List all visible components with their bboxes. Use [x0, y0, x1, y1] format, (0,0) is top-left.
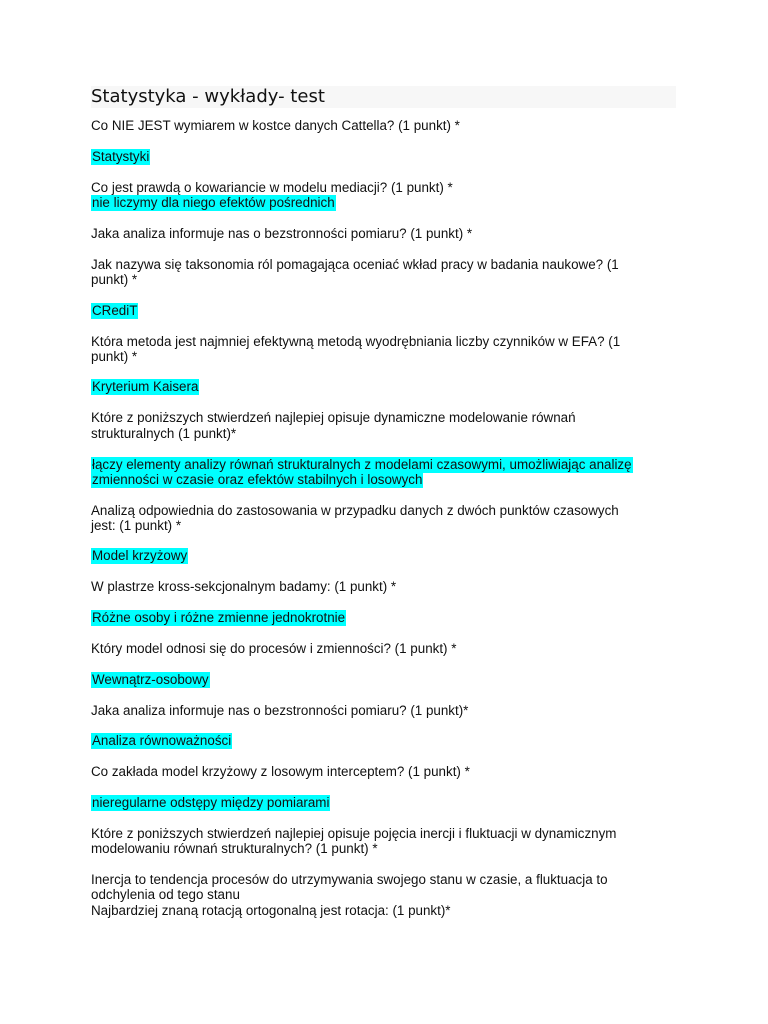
answer-line [91, 303, 138, 319]
question-text: Która metoda jest najmniej efektywną metodą wyodrębniania liczby czynników w EFA? (1 [91, 334, 621, 349]
question-text: Który model odnosi się do procesów i zmienności? (1 punkt) * [91, 641, 457, 656]
answer-line [91, 795, 330, 811]
question-text: Analizą odpowiednia do zastosowania w przypadku danych z dwóch punktów czasowych [91, 503, 619, 518]
highlighted-answer: Analiza równoważności [92, 733, 232, 748]
question-text: Co jest prawdą o kowariancie w modelu mediacji? (1 punkt) * [91, 180, 453, 195]
answer-text: odchylenia od tego stanu [91, 887, 240, 902]
question-text: jest: (1 punkt) * [91, 518, 182, 533]
highlighted-answer: zmienności w czasie oraz efektów stabilnych i losowych [92, 472, 423, 487]
highlighted-answer: CRediT [92, 303, 138, 318]
answer-line [91, 610, 346, 626]
answer-line [91, 672, 210, 688]
highlighted-answer: Kryterium Kaisera [92, 379, 199, 394]
highlighted-answer: Model krzyżowy [92, 548, 188, 563]
highlighted-answer: Statystyki [92, 149, 150, 164]
answer-line [91, 733, 232, 749]
question-text: Najbardziej znaną rotacją ortogonalną jest rotacja: (1 punkt)* [91, 903, 451, 918]
question-text: punkt) * [91, 349, 138, 364]
highlighted-answer: łączy elementy analizy równań strukturalnych z modelami czasowymi, umożliwiając analizę [92, 457, 632, 472]
answer-line [91, 379, 199, 395]
question-text: Co NIE JEST wymiarem w kostce danych Cattella? (1 punkt) * [91, 118, 460, 133]
question-text: strukturalnych (1 punkt)* [91, 426, 237, 441]
answer-line [91, 149, 150, 165]
question-text: Jaka analiza informuje nas o bezstronności pomiaru? (1 punkt) * [91, 226, 473, 241]
answer-line [91, 457, 633, 473]
question-text: W plastrze kross-sekcjonalnym badamy: (1 punkt) * [91, 579, 397, 594]
question-text: Jak nazywa się taksonomia ról pomagająca oceniać wkład pracy w badania naukowe? (1 [91, 257, 619, 272]
highlighted-answer: Wewnątrz-osobowy [92, 672, 209, 687]
highlighted-answer: nie liczymy dla niego efektów pośrednich [92, 195, 335, 210]
answer-text: Inercja to tendencja procesów do utrzymywania swojego stanu w czasie, a fluktuacja to [91, 872, 608, 887]
answer-line [91, 195, 336, 211]
question-text: Jaka analiza informuje nas o bezstronności pomiaru? (1 punkt)* [91, 703, 469, 718]
question-text: Które z poniższych stwierdzeń najlepiej opisuje pojęcia inercji i fluktuacji w dynamicznym [91, 826, 617, 841]
question-text: Które z poniższych stwierdzeń najlepiej opisuje dynamiczne modelowanie równań [91, 410, 576, 425]
page-title: Statystyka - wykłady- test [91, 86, 325, 107]
question-text: punkt) * [91, 272, 138, 287]
answer-line [91, 548, 188, 564]
question-text: modelowaniu równań strukturalnych? (1 punkt) * [91, 841, 378, 856]
answer-line [91, 472, 423, 488]
highlighted-answer: Różne osoby i różne zmienne jednokrotnie [92, 610, 346, 625]
highlighted-answer: nieregularne odstępy między pomiarami [92, 795, 330, 810]
question-text: Co zakłada model krzyżowy z losowym interceptem? (1 punkt) * [91, 764, 470, 779]
